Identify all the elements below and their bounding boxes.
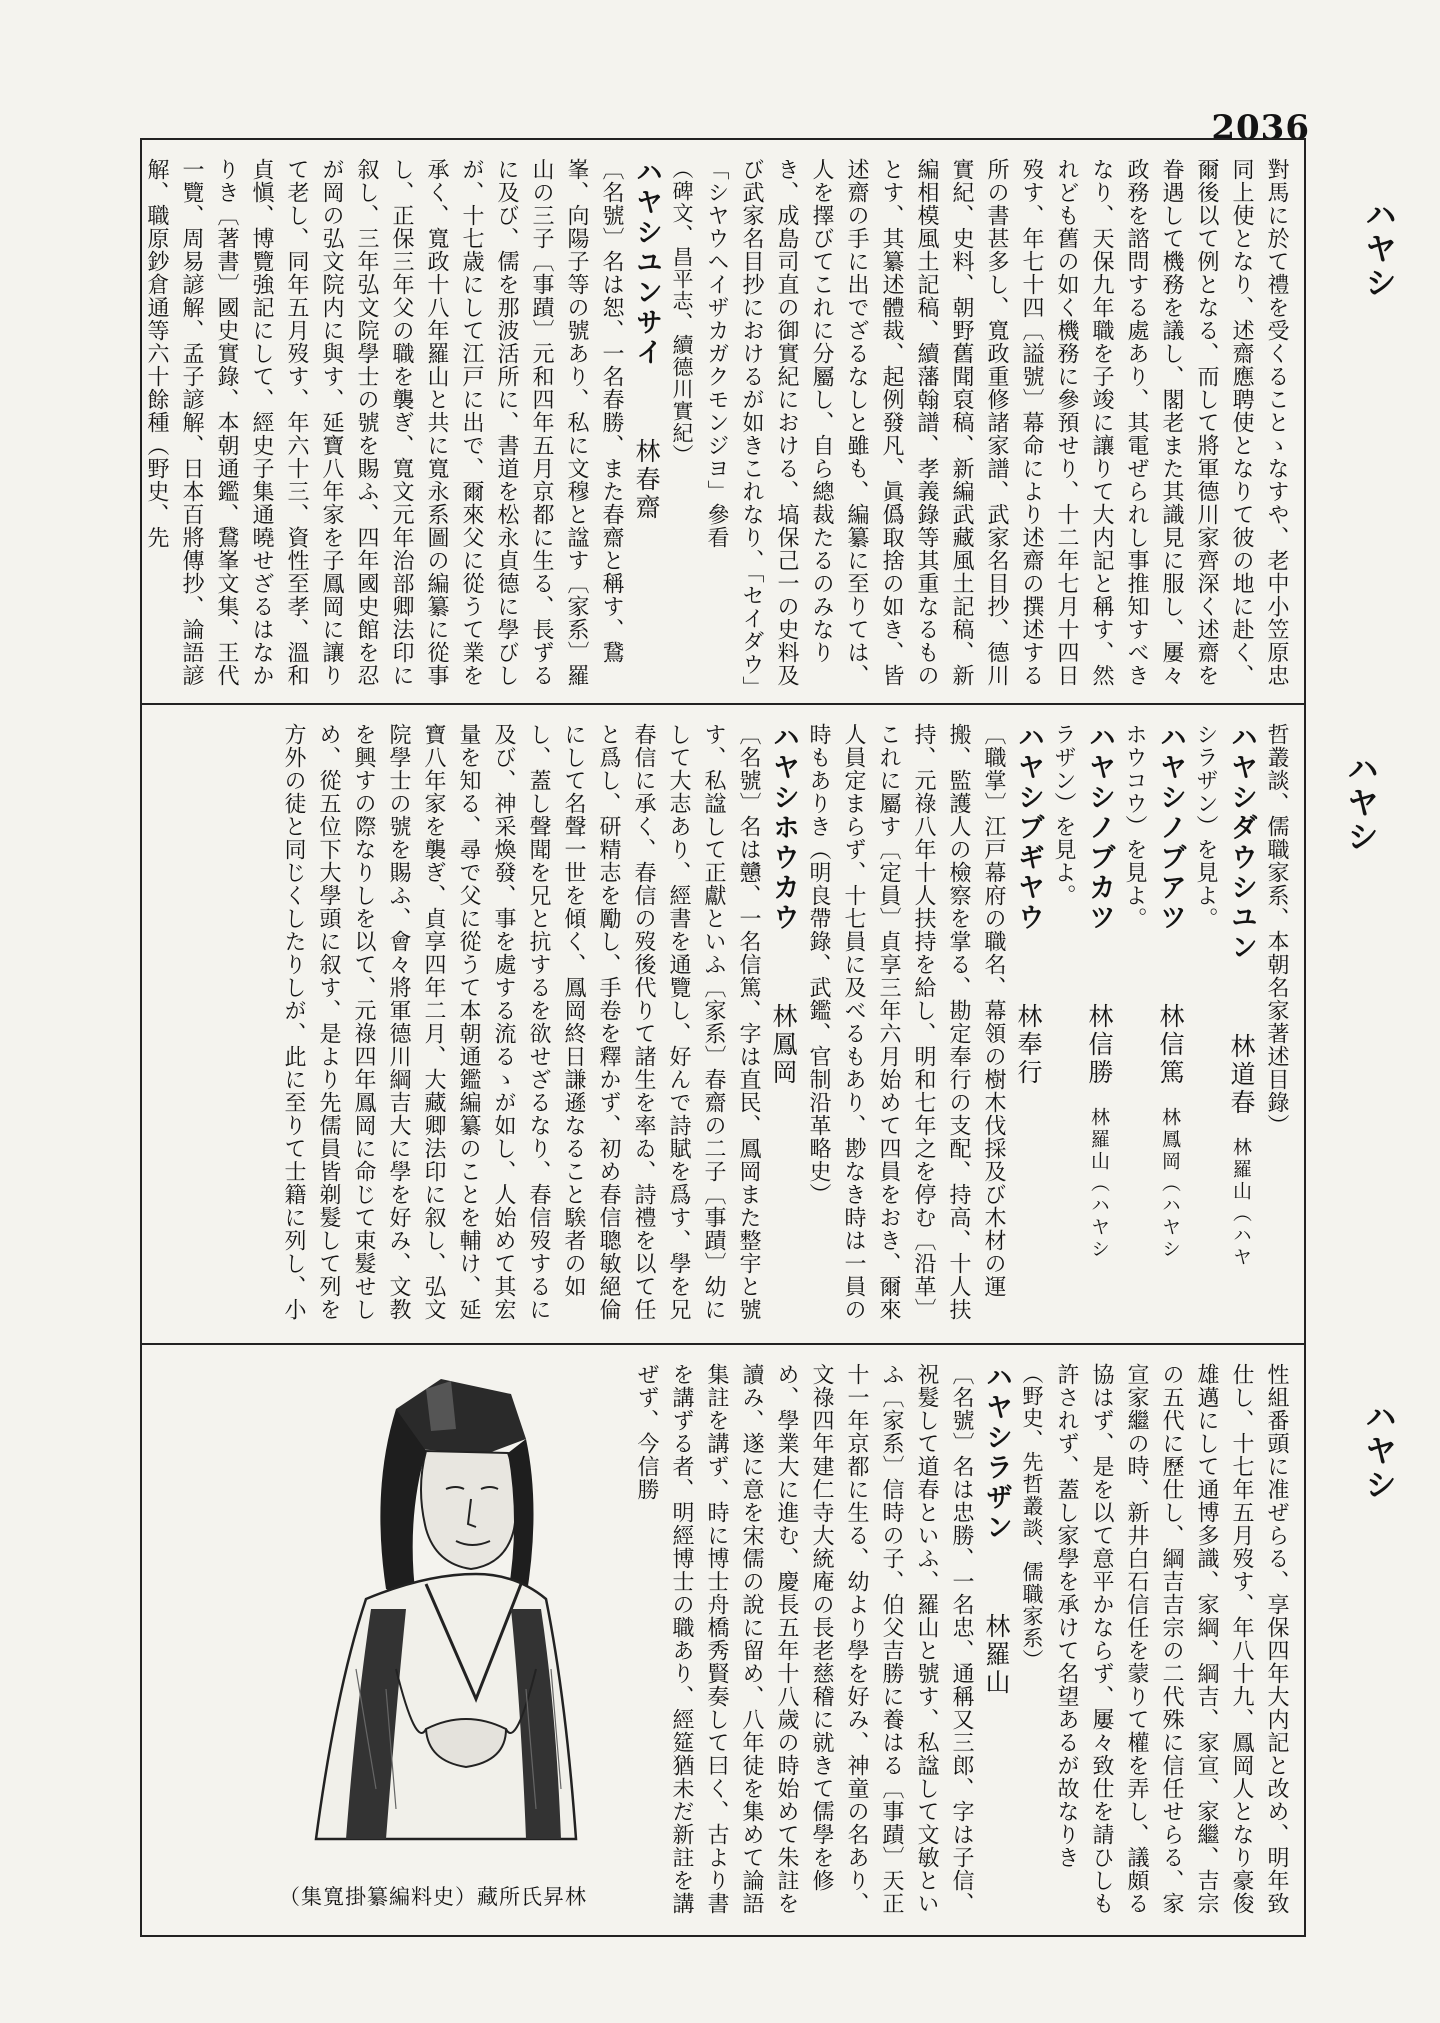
entry-alias: 林鳳岡（ハヤシ: [1159, 1107, 1181, 1261]
continuation-text: 性組番頭に准ぜらる、享保四年大内記と改め、明年致仕し、十七年五月歿す、年八十九、鳳岡人となり豪俊雄邁にして通博多識、家綱、綱吉、家宣、家繼、吉宗の五代に歷仕し、綱吉吉宗の二代殊に信任せらる、家宣家繼の時、新井白石信任を蒙りて權を弄し、議頗る協はず、是を以て意平かならず、屢々致仕を請ひしも許されず、蓋し家學を承けて名望あるが故なりき: [1054, 1363, 1289, 1915]
entry-title: ハヤシラザン: [981, 1363, 1012, 1543]
text-column-bottom: [634, 1345, 1304, 1937]
entry-body: シラザン）を見よ。: [1193, 723, 1218, 930]
entry-title: ハヤシダウシユン: [1226, 723, 1257, 963]
entry-heading: [766, 723, 801, 1332]
entry-title: ハヤシホウカウ: [768, 723, 799, 933]
text-column-middle: [142, 705, 1304, 1342]
text-column-top: [142, 140, 1304, 700]
entry-name: 林羅山: [982, 1613, 1011, 1697]
entry-alias: 林羅山（ハヤシ: [1088, 1107, 1110, 1261]
entry-body: 〔名號〕名は戇、一名信篤、字は直民、鳳岡また整宇と號す、私諡して正獻といふ〔家系〕春齋の二子〔事蹟〕幼にして大志あり、經書を通覽し、好んで詩賦を爲す、學を兄春信に承く、春信の歿後代りて諸生を率ゐ、詩禮を以て任と爲し、研精志を勵し、手卷を釋かず、初め春信聰敏絕倫にして名聲一世を傾く、鳳岡終日謙遜なること騃者の如し、蓋し聲聞を兄と抗するを欲せざるなり、春信歿するに及び、神采煥發、事を處する流るゝが如し、人始めて其宏量を知る、尋で父に從うて本朝通鑑編纂のことを輔け、延寶八年家を襲ぎ、貞享四年二月、大藏卿法印に叙し、弘文院學士の號を賜ふ、會々將軍德川綱吉大に學を好み、文教を興すの際なりしを以て、元祿四年鳳岡に命じて束髮せしめ、從五位下大學頭に叙す、是より先儒員皆剃髮して列を方外の徒と同じくしたりしが、此に至りて士籍に列し、小: [281, 723, 761, 1321]
entry-body: 〔名號〕名は忠勝、一名忠、通稱又三郎、字は子信、祝髮して道春といふ、羅山と號す、私諡して文敏といふ〔家系〕信時の子、伯父吉勝に養はる〔事蹟〕天正十一年京都に生る、幼より學を好み、神童の名あり、文祿四年建仁寺大統庵の長老慈稽に就きて儒學を修め、學業大に進む、慶長五年十八歲の時始めて朱註を讀み、遂に意を宋儒の說に留め、八年徒を集めて論語集註を講ず、時に博士舟橋秀賢奏して曰く、古より書を講ずる者、明經博士の職あり、經筵猶未だ新註を講ぜず、今信勝: [634, 1363, 974, 1915]
entry-title: ハヤシユンサイ: [631, 158, 662, 368]
continuation-text: 對馬に於て禮を受くることゝなすや、老中小笠原忠同上使となり、述齋應聘使となりて彼の地に赴く、爾後以て例となる、而して將軍德川家齊深く述齋を眷遇して機務を議し、閣老また其識見に服し、屢々政務を諮問する處あり、其電ぜられし事推知すべきなり、天保九年職を子竣に讓りて大内記と稱す、然れども舊の如く機務に參預せり、十二年七月十四日歿す、年七十四〔謚號〕幕命により述齋の撰述する所の書甚多し、寬政重修諸家譜、武家名目抄、德川實紀、史料、朝野舊聞裒稿、新編武藏風土記稿、新編相模風土記稿、續藩翰譜、孝義錄等其重なるものとす、其纂述體裁、起例發凡、眞僞取捨の如き、皆述齋の手に出でざるなしと雖も、編纂に至りては、人を擇びてこれに分屬し、自ら總裁たるのみなりき、成島司直の御實紀における、塙保己一の史料及び武家名目抄におけるが如きこれなり、「セイダウ」「シヤウヘイザカガクモンジヨ」參看: [704, 158, 1289, 688]
portrait-caption: （集寬掛纂編料史）藏所氏昇林: [279, 1885, 587, 1909]
entry-title: ハヤシノブアツ: [1155, 723, 1186, 933]
portrait-figure: [276, 1369, 606, 1849]
entry-title: ハヤシノブカツ: [1084, 723, 1115, 933]
entry-heading: [1223, 723, 1259, 1332]
entry-heading: [629, 158, 664, 690]
band-bottom: [142, 1343, 1304, 1937]
entry-name: 林鳳岡: [769, 1003, 798, 1087]
page-frame: [140, 138, 1398, 1937]
entry-name: 林奉行: [1014, 1003, 1043, 1087]
entry-body: 〔職掌〕江戸幕府の職名、幕領の樹木伐採及び木材の運搬、監護人の檢察を掌る、勘定奉行の支配、持高、十人扶持、元祿八年十人扶持を給し、明和七年之を停む〔沿革〕これに屬す〔定員〕貞享三年六月始めて四員をおき、爾來人員定まらず、十七員に及べるもあり、尠なき時は一員の時もありき（明良帶錄、武鑑、官制沿革略史）: [806, 723, 1006, 1321]
entry-heading: [1011, 723, 1046, 1332]
entry-alias: 林羅山（ハヤ: [1230, 1137, 1252, 1269]
section-label-middle: ハヤシ: [1342, 752, 1380, 854]
entry-heading: [1152, 723, 1188, 1332]
entry-body: ホウコウ）を見よ。: [1122, 723, 1147, 930]
reference-note: （野史、先哲叢談、儒職家系）: [1020, 1363, 1044, 1671]
portrait-illustration: [156, 1345, 710, 1937]
entry-title: ハヤシブギヤウ: [1013, 723, 1044, 933]
section-label-bottom: ハヤシ: [1360, 1400, 1398, 1502]
continuation-text: 哲叢談、儒職家系、本朝名家著述目錄）: [1264, 723, 1289, 1137]
reference-note: （碑文、昌平志、續德川實紀）: [670, 158, 694, 466]
band-middle: [142, 703, 1304, 1342]
entry-body: ラザン）を見よ。: [1051, 723, 1076, 907]
entry-name: 林道春: [1227, 1033, 1256, 1117]
entry-name: 林信勝: [1085, 1003, 1114, 1087]
page-number: 2036: [1211, 108, 1310, 148]
entry-body: 〔名號〕名は恕、一名春勝、また春齋と稱す、鵞峯、向陽子等の號あり、私に文穆と諡す〔家系〕羅山の三子〔事蹟〕元和四年五月京都に生る、長ずるに及び、儒を那波活所に、書道を松永貞德に學びしが、十七歳にして江戸に出で、爾來父に從うて業を承く、寬政十八年羅山と共に寬永系圖の編纂に從事し、正保三年父の職を襲ぎ、寬文元年治部卿法印に叙し、三年弘文院學士の號を賜ふ、四年國史館を忍が岡の弘文院内に與す、延寶八年家を子鳳岡に讓りて老し、同年五月歿す、年六十三、資性至孝、溫和貞愼、博覽強記にして、經史子集通曉せざるはなかりき〔著書〕國史實錄、本朝通鑑、鵞峯文集、王代一覽、周易諺解、孟子諺解、日本百將傳抄、論語諺解、職原鈔倉通等六十餘種（野史、先: [144, 158, 624, 687]
entry-name: 林春齋: [632, 438, 661, 522]
entry-name: 林信篤: [1156, 1003, 1185, 1087]
entry-heading: [1081, 723, 1117, 1332]
section-label-top: ハヤシ: [1360, 198, 1398, 300]
entry-heading: [979, 1363, 1014, 1927]
band-top: [142, 140, 1304, 700]
